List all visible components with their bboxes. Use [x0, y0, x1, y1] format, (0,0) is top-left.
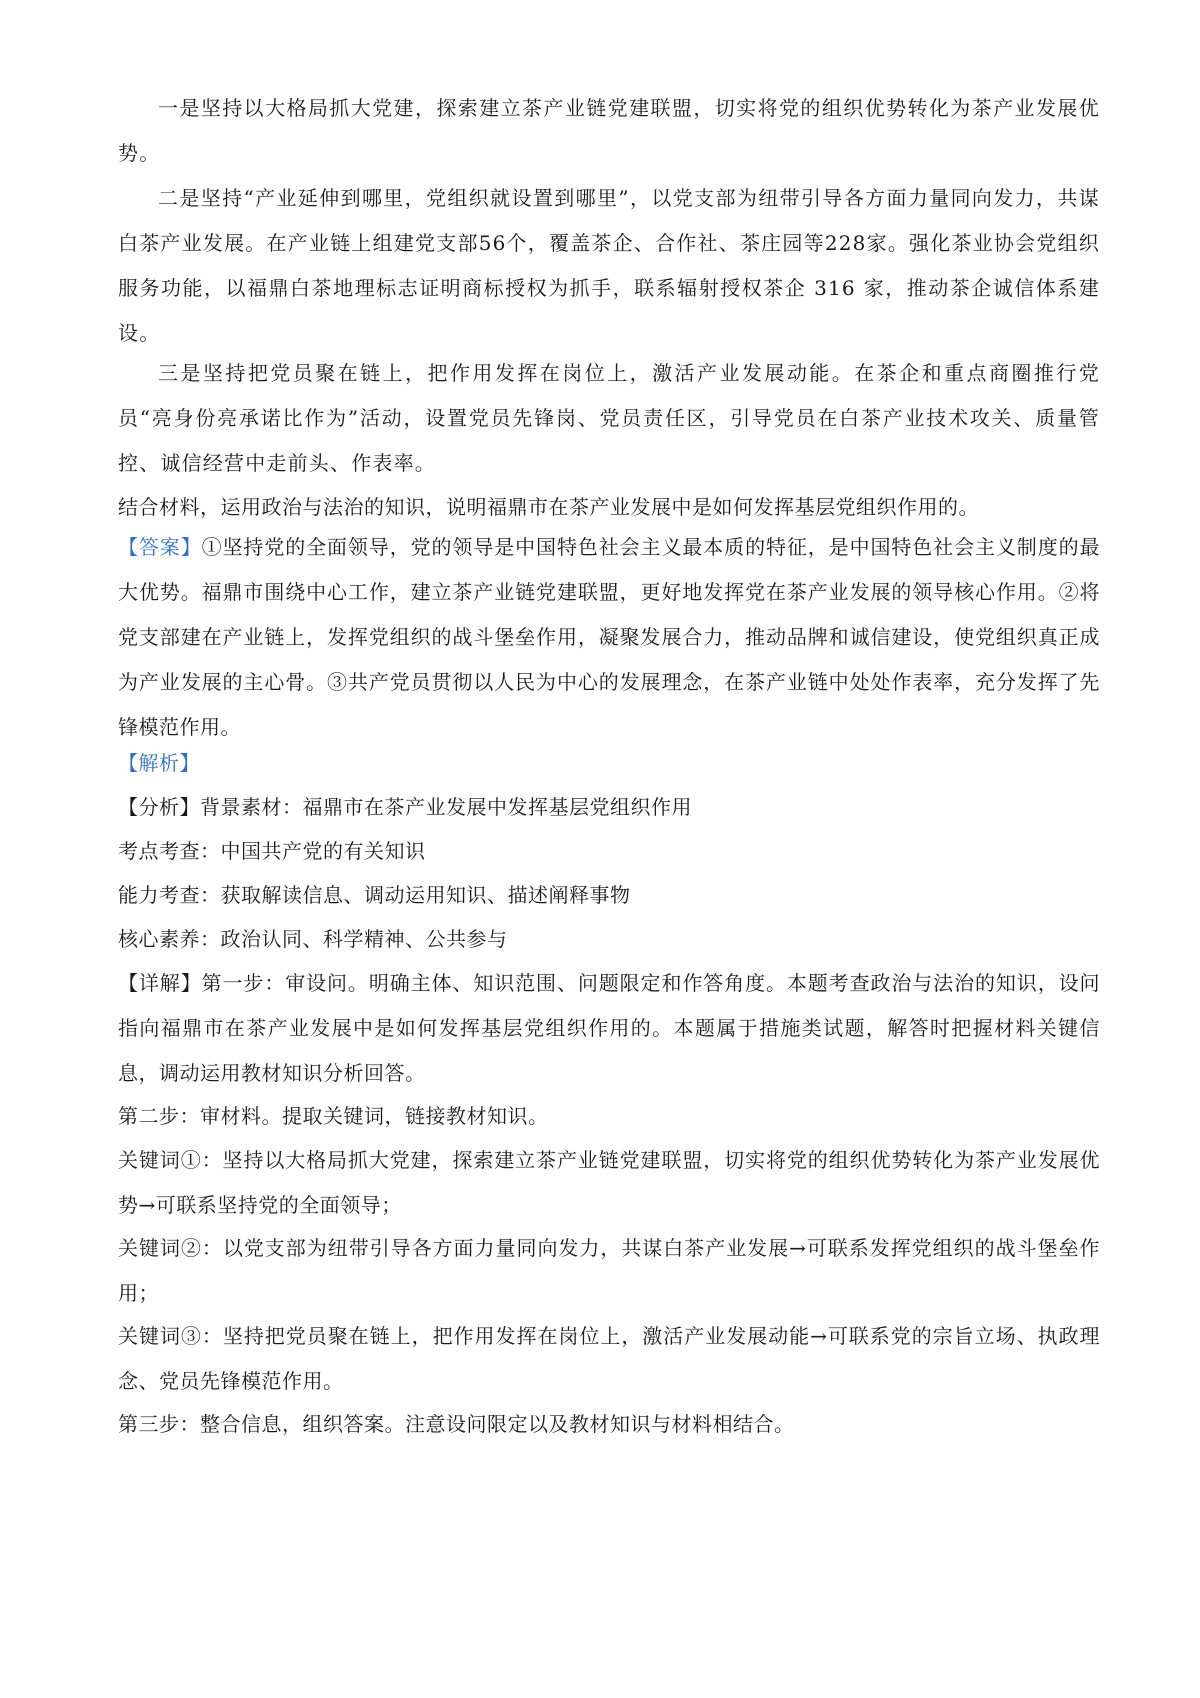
analysis-core-literacy: 核心素养：政治认同、科学精神、公共参与	[118, 927, 508, 951]
analysis-detail-step1: 【详解】第一步：审设问。明确主体、知识范围、问题限定和作答角度。本题考查政治与法治的知识，设问指向福鼎市在茶产业发展中是如何发挥基层党组织作用的。本题属于措施类试题，解答时把握材料关键信息，调动运用教材知识分析回答。	[118, 971, 1100, 1085]
analysis-ability: 能力考查：获取解读信息、调动运用知识、描述阐释事物	[118, 883, 631, 907]
answer-label: 【答案】	[118, 535, 202, 559]
analysis-label: 【解析】	[118, 751, 200, 775]
analysis-label-line	[118, 741, 1100, 786]
question-text: 结合材料，运用政治与法治的知识，说明福鼎市在茶产业发展中是如何发挥基层党组织作用的。	[118, 495, 979, 519]
analysis-step2: 第二步：审材料。提取关键词，链接教材知识。	[118, 1104, 549, 1128]
material-paragraph-1: 一是坚持以大格局抓大党建，探索建立茶产业链党建联盟，切实将党的组织优势转化为茶产业发展优势。	[118, 96, 1100, 165]
analysis-knowledge-point: 考点考查：中国共产党的有关知识	[118, 839, 426, 863]
analysis-keyword-1: 关键词①：坚持以大格局抓大党建，探索建立茶产业链党建联盟，切实将党的组织优势转化为茶产业发展优势→可联系坚持党的全面领导；	[118, 1148, 1100, 1217]
answer-text: ①坚持党的全面领导，党的领导是中国特色社会主义最本质的特征，是中国特色社会主义制度的最大优势。福鼎市围绕中心工作，建立茶产业链党建联盟，更好地发挥党在茶产业发展的领导核心作用。②将党支部建在产业链上，发挥党组织的战斗堡垒作用，凝聚发展合力，推动品牌和诚信建设，使党组织真正成为产业发展的主心骨。③共产党员贯彻以人民为中心的发展理念，在茶产业链中处处作表率，充分发挥了先锋模范作用。	[118, 535, 1101, 739]
analysis-keyword-3: 关键词③：坚持把党员聚在链上，把作用发挥在岗位上，激活产业发展动能→可联系党的宗旨立场、执政理念、党员先锋模范作用。	[118, 1324, 1100, 1393]
analysis-background: 【分析】背景素材：福鼎市在茶产业发展中发挥基层党组织作用	[118, 795, 692, 819]
material-paragraph-3: 三是坚持把党员聚在链上，把作用发挥在岗位上，激活产业发展动能。在茶企和重点商圈推行党员“亮身份亮承诺比作为”活动，设置党员先锋岗、党员责任区，引导党员在白茶产业技术攻关、质量管控、诚信经营中走前头、作表率。	[118, 361, 1100, 475]
answer-block	[118, 525, 1100, 750]
analysis-keyword-2: 关键词②：以党支部为纽带引导各方面力量同向发力，共谋白茶产业发展→可联系发挥党组织的战斗堡垒作用；	[118, 1236, 1100, 1305]
analysis-step3: 第三步：整合信息，组织答案。注意设问限定以及教材知识与材料相结合。	[118, 1412, 795, 1436]
material-paragraph-2: 二是坚持“产业延伸到哪里，党组织就设置到哪里”，以党支部为纽带引导各方面力量同向发力，共谋白茶产业发展。在产业链上组建党支部56个，覆盖茶企、合作社、茶庄园等228家。强化茶业协会党组织服务功能，以福鼎白茶地理标志证明商标授权为抓手，联系辐射授权茶企 316 家，推动茶企诚信体系建设。	[118, 186, 1100, 345]
